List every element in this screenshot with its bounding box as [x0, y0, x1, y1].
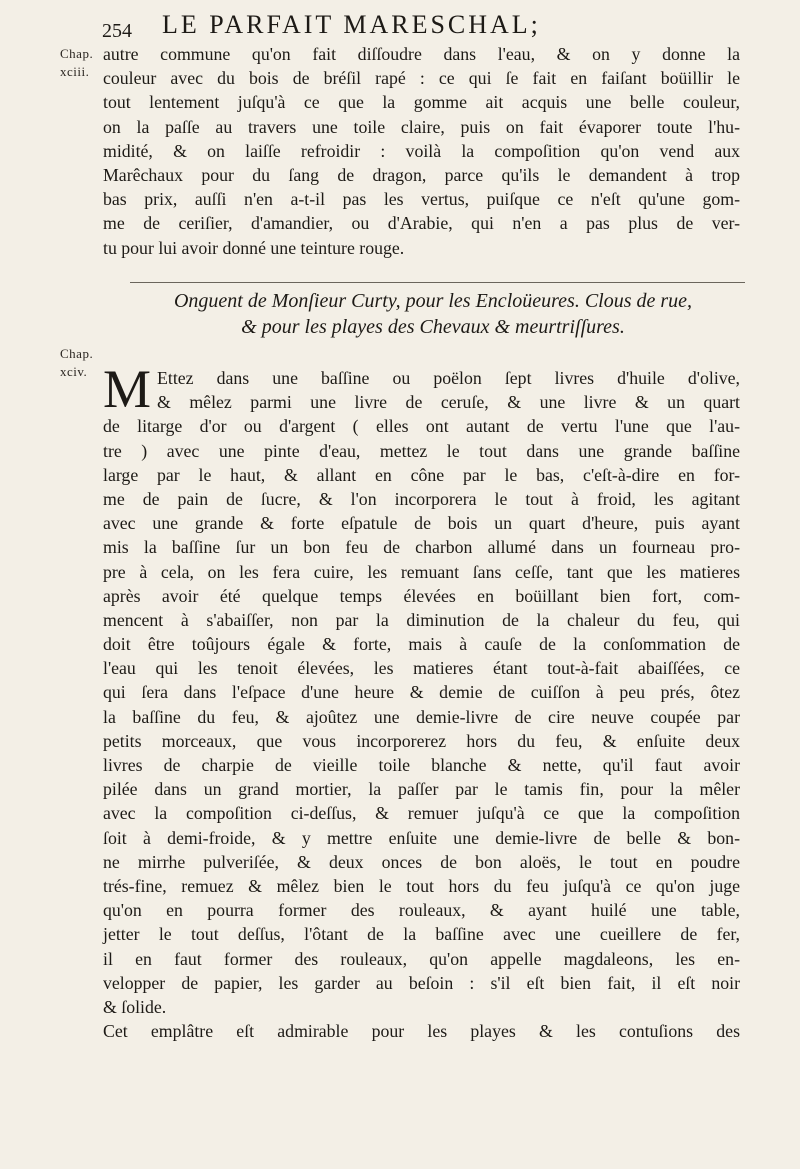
- text-line: petits morceaux, que vous incorporerez hors du feu, & enſuite deux: [103, 730, 740, 751]
- text-line: Marêchaux pour du ſang de dragon, parce qu'ils le demandent à trop: [103, 164, 740, 185]
- paragraph-1: [103, 42, 740, 260]
- heading-line: Onguent de Monſieur Curty, pour les Encloüeures. Clous de rue,: [173, 290, 693, 312]
- text-line: pre à cela, on les fera cuire, les remuant ſans ceſſe, tant que les matieres: [103, 561, 740, 582]
- section-heading: [118, 288, 748, 340]
- page-header: [102, 8, 732, 42]
- margin-note-number: xciv.: [60, 364, 88, 379]
- text-line: jetter le tout deſſus, l'ôtant de la baſſine avec une cueillere de fer,: [103, 924, 740, 945]
- text-line: velopper de papier, les garder au beſoin : s'il eſt bien fait, il eſt noir: [103, 972, 740, 993]
- paragraph-2: [103, 359, 740, 1043]
- text-line: large par le haut, & allant en cône par le bas, c'eſt-à-dire en for-: [103, 464, 740, 485]
- text-line: ſoit à demi-froide, & y mettre enſuite une demie-livre de belle & bon-: [103, 827, 740, 848]
- text-line: après avoir été quelque temps élevées en boüillant bien fort, com-: [103, 585, 740, 606]
- text-line: il en faut former des rouleaux, qu'on appelle magdaleons, les en-: [103, 948, 740, 969]
- margin-note-number: xciii.: [60, 64, 90, 79]
- text-line: avec la compoſition ci-deſſus, & remuer juſqu'à ce que la compoſition: [103, 803, 740, 824]
- text-line: tout lentement juſqu'à ce que la gomme ait acquis une belle couleur,: [103, 92, 740, 113]
- margin-note-chap: Chap.: [60, 46, 94, 61]
- text-line: autre commune qu'on fait diſſoudre dans l'eau, & on y donne la: [103, 44, 740, 64]
- text-line: trés-fine, remuez & mêlez bien le tout hors du feu juſqu'à ce qu'on juge: [103, 875, 740, 896]
- text-line: mencent à s'abaiſſer, non par la diminution de la chaleur du feu, qui: [103, 609, 740, 630]
- text-line: tu pour lui avoir donné une teinture rouge.: [103, 237, 405, 258]
- text-line: & ſolide.: [103, 996, 167, 1017]
- text-line: qui ſera dans l'eſpace d'une heure & demie de cuiſſon à peu prés, ôtez: [103, 682, 740, 703]
- text-line: qu'on en pourra former des rouleaux, & ayant huilé une table,: [103, 900, 740, 921]
- text-line: bas prix, auſſi n'en a-t-il pas les vertus, puiſque ce n'eſt qu'une gom-: [103, 189, 740, 210]
- text-line: doit être toûjours égale & forte, mais à cauſe de la conſommation de: [103, 634, 740, 655]
- text-line: ne mirrhe pulveriſée, & deux onces de bon aloës, le tout en poudre: [103, 851, 740, 872]
- text-line: on la paſſe au travers une toile claire, puis on fait évaporer toute l'hu-: [103, 116, 740, 137]
- text-line: couleur avec du bois de bréſil rapé : ce qui ſe fait en faiſant boüillir le: [103, 68, 740, 89]
- text-line: Cet emplâtre eſt admirable pour les playes & les contuſions des: [103, 1021, 740, 1042]
- text-line: tre ) avec une pinte d'eau, mettez le tout dans une grande baſſine: [103, 440, 740, 461]
- text-line: l'eau qui les tenoit élevées, les matieres étant tout-à-fait abaiſſées, ce: [103, 658, 740, 679]
- drop-cap: M: [103, 359, 152, 419]
- text-line: me de ceriſier, d'amandier, ou d'Arabie, qui n'en a pas plus de ver-: [103, 213, 740, 234]
- text-line: pilée dans un grand mortier, la paſſer par le tamis fin, pour la mêler: [103, 779, 740, 800]
- text-line: livres de charpie de vieille toile blanche & nette, qu'il faut avoir: [103, 755, 740, 775]
- heading-line: & pour les playes des Chevaux & meurtriſſures.: [241, 316, 625, 338]
- text-line: la baſſine du feu, & ajoûtez une demie-livre de cire neuve coupée par: [103, 706, 740, 727]
- text-line: & mêlez parmi une livre de ceruſe, & une livre & un quart: [157, 392, 740, 413]
- page-number: 254: [102, 20, 132, 42]
- text-line: Ettez dans une baſſine ou poëlon ſept livres d'huile d'olive,: [157, 368, 740, 388]
- chapter-margin-note-93: [60, 45, 102, 81]
- text-line: mis la baſſine ſur un bon feu de charbon allumé dans un fourneau pro-: [103, 537, 740, 558]
- text-line: midité, & on laiſſe refroidir : voilà la compoſition qu'on vend aux: [103, 140, 740, 161]
- text-line: avec une grande & forte eſpatule de bois un quart d'heure, puis ayant: [103, 513, 740, 534]
- text-line: de litarge d'or ou d'argent ( elles ont autant de vertu l'une que l'au-: [103, 416, 740, 437]
- text-line: me de pain de ſucre, & l'on incorporera le tout à froid, les agitant: [103, 488, 740, 509]
- margin-note-chap: Chap.: [60, 346, 94, 361]
- running-title: LE PARFAIT MARESCHAL;: [162, 10, 541, 39]
- chapter-margin-note-94: [60, 345, 102, 381]
- section-divider: [130, 282, 745, 283]
